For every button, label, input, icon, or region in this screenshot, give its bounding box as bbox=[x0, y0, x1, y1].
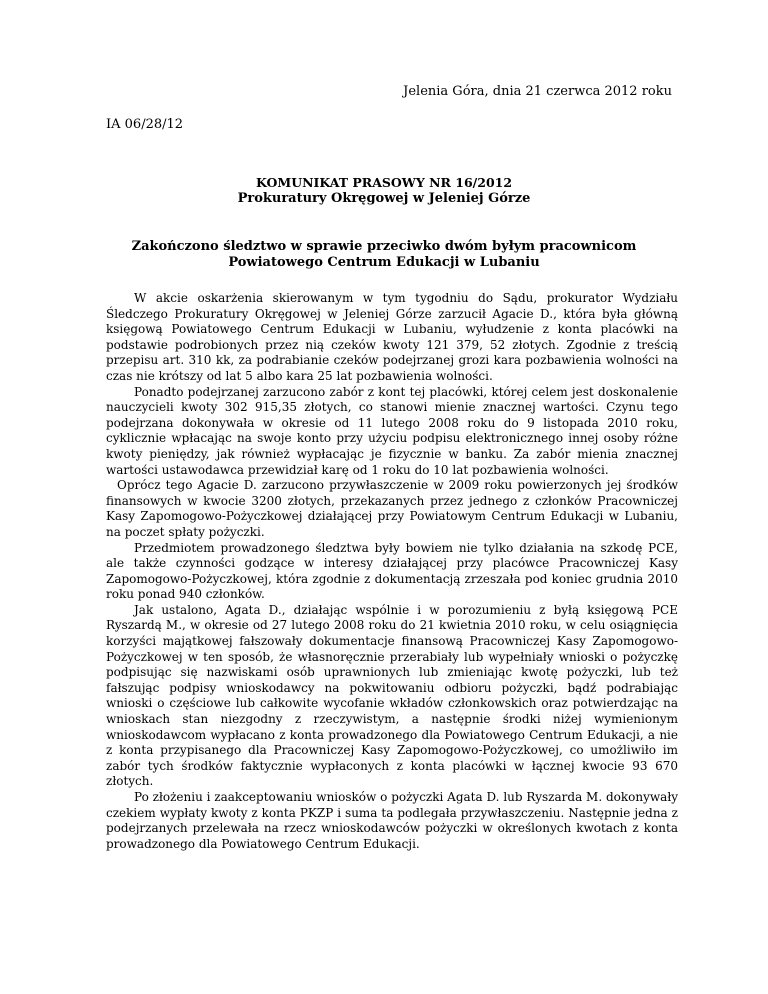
paragraph: Oprócz tego Agacie D. zarzucono przywłaszczenie w 2009 roku powierzonych jej środków finansowych w kwocie 3200 złotych, przekazanych przez jednego z członków Pracowniczej Kasy Zapomogowo-Pożyczkowej działającej przy Powiatowym Centrum Edukacji w Lubaniu, na poczet spłaty pożyczki. bbox=[106, 478, 678, 539]
paragraph: Ponadto podejrzanej zarzucono zabór z kont tej placówki, której celem jest doskonalenie nauczycieli kwoty 302 915,35 złotych, co stanowi mienie znacznej wartości. Czynu tego podejrzana dokonywała w okresie od 11 lutego 2008 roku do 9 listopada 2010 roku, cyklicznie wpłacając na swoje konto przy użyciu podpisu elektronicznego innej osoby różne kwoty pieniędzy, jak również wypłacając je fizycznie w banku. Za zabór mienia znacznej wartości ustawodawca przewidział karę od 1 roku do 10 lat pozbawienia wolności. bbox=[106, 384, 678, 477]
reference-number: IA 06/28/12 bbox=[106, 117, 184, 132]
headline-line-1: Zakończono śledztwo w sprawie przeciwko dwóm byłym pracownicom bbox=[131, 239, 637, 254]
paragraph: W akcie oskarżenia skierowanym w tym tygodniu do Sądu, prokurator Wydziału Śledczego Prokuratury Okręgowej w Jeleniej Górze zarzucił Agacie D., która była główną księgową Powiatowego Centrum Edukacji w Lubaniu, wyłudzenie z konta placówki na podstawie podrobionych przez nią czeków kwoty 121 379, 52 złotych. Zgodnie z treścią przepisu art. 310 kk, za podrabianie czeków podejrzanej grozi kara pozbawienia wolności na czas nie krótszy od lat 5 albo kara 25 lat pozbawienia wolności. bbox=[106, 291, 678, 383]
communique-subtitle: Prokuratury Okręgowej w Jeleniej Górze bbox=[237, 191, 531, 206]
communique-title: KOMUNIKAT PRASOWY NR 16/2012 bbox=[255, 175, 513, 190]
paragraph: Jak ustalono, Agata D., działając wspólnie i w porozumieniu z byłą księgową PCE Ryszardą M., w okresie od 27 lutego 2008 roku do 21 kwietnia 2010 roku, w celu osiągnięcia korzyści majątkowej fałszowały dokumentacje finansową Pracowniczej Kasy Zapomogowo-Pożyczkowej w ten sposób, że własnoręcznie przerabiały lub wypełniały wnioski o pożyczkę podpisując się nazwiskami osób uprawnionych lub zmieniając kwotę pożyczki, lub też fałszując podpisy wnioskodawcy na pokwitowaniu odbioru pożyczki, bądź podrabiając wnioski o częściowe lub całkowite wycofanie wkładów członkowskich oraz potwierdzając na wnioskach stan niezgodny z rzeczywistym, a następnie środki niżej wymienionym wnioskodawcom wypłacano z konta prowadzonego dla Powiatowego Centrum Edukacji, a nie z konta przypisanego dla Pracowniczej Kasy Zapomogowo-Pożyczkowej, co umożliwiło im zabór tych środków faktycznie wypłaconych z konta placówki w łącznej kwocie 93 670 złotych. bbox=[106, 602, 678, 789]
date-line: Jelenia Góra, dnia 21 czerwca 2012 roku bbox=[403, 84, 672, 99]
paragraph: Po złożeniu i zaakceptowaniu wniosków o pożyczki Agata D. lub Ryszarda M. dokonywały czekiem wypłaty kwoty z konta PKZP i suma ta podlegała przywłaszczeniu. Następnie jedna z podejrzanych przelewała na rzecz wnioskodawców pożyczki w określonych kwotach z konta prowadzonego dla Powiatowego Centrum Edukacji. bbox=[106, 790, 678, 851]
headline bbox=[0, 239, 768, 271]
body-text bbox=[106, 291, 678, 852]
paragraph: Przedmiotem prowadzonego śledztwa były bowiem nie tylko działania na szkodę PCE, ale także czynności godzące w interesy działającej przy placówce Pracowniczej Kasy Zapomogowo-Pożyczkowej, która zgodnie z dokumentacją zrzeszała pod koniec grudnia 2010 roku ponad 940 członków. bbox=[106, 540, 678, 602]
headline-line-2: Powiatowego Centrum Edukacji w Lubaniu bbox=[228, 255, 540, 270]
communique-heading bbox=[0, 175, 768, 207]
